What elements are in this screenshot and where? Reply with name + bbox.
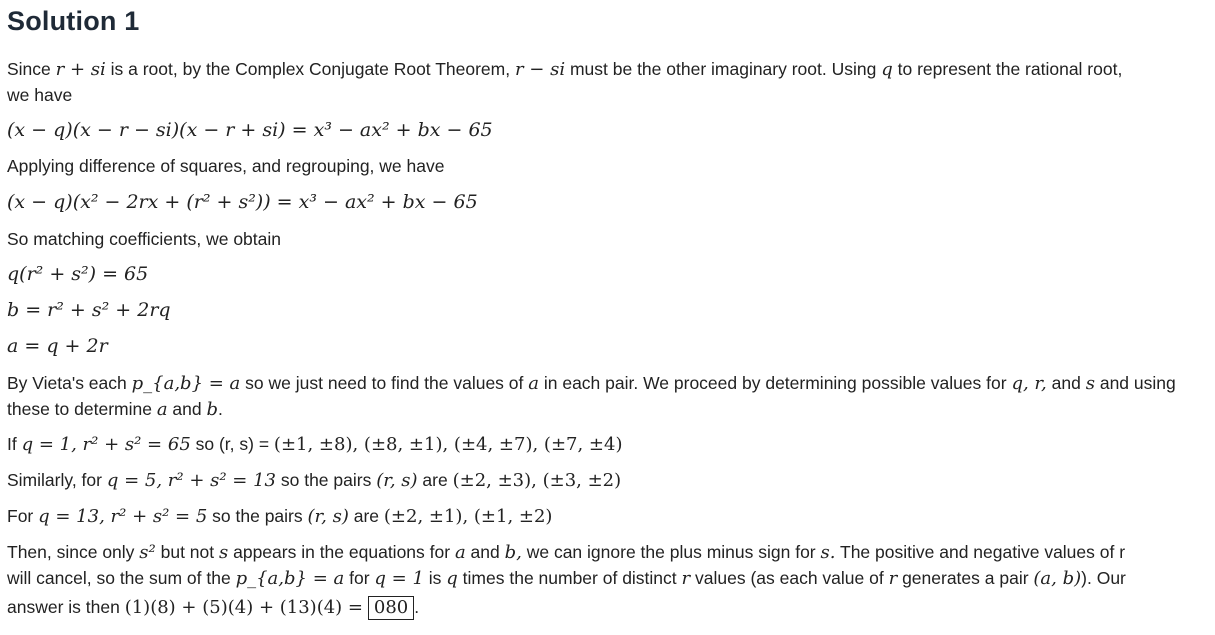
- math-a: a: [528, 373, 539, 394]
- text: By Vieta's each: [7, 373, 132, 393]
- text: ). Our: [1081, 568, 1126, 588]
- text: If: [7, 434, 22, 454]
- case-q13: [7, 503, 552, 530]
- math-s: s: [1085, 373, 1095, 394]
- math-pab: p_{a,b} = a: [131, 373, 241, 394]
- answer-box: 080: [368, 596, 414, 620]
- paragraph-answer: [7, 594, 419, 621]
- math-q: q: [881, 59, 893, 80]
- text: The positive and negative values of r: [835, 542, 1126, 562]
- text: .: [414, 597, 420, 617]
- math-q1: q = 1: [374, 568, 424, 589]
- text: generates a pair: [897, 568, 1034, 588]
- text: we can ignore the plus minus sign for: [521, 542, 821, 562]
- text: is: [423, 568, 447, 588]
- text: values (as each value of: [690, 568, 889, 588]
- math-root: r + si: [55, 59, 106, 80]
- math-a: a: [454, 542, 466, 563]
- solution-heading: Solution 1: [7, 6, 140, 36]
- math-s: s.: [820, 542, 836, 563]
- math-qr: q, r,: [1011, 373, 1047, 394]
- text: are: [417, 470, 453, 490]
- text: answer is then: [7, 597, 125, 617]
- math-s2: s²: [139, 542, 156, 563]
- math-q: q: [446, 568, 458, 589]
- text: Similarly, for: [7, 470, 107, 490]
- case-q5: [7, 467, 621, 494]
- text: so we just need to find the values of: [240, 373, 529, 393]
- text: is a root, by the Complex Conjugate Root Theorem,: [105, 59, 515, 79]
- text: but not: [155, 542, 219, 562]
- text: so the pairs: [276, 470, 377, 490]
- math-case: q = 13, r² + s² = 5: [38, 506, 208, 527]
- text: appears in the equations for: [228, 542, 455, 562]
- math-final-sum: (1)(8) + (5)(4) + (13)(4) =: [124, 597, 363, 618]
- equation-b: b = r² + s² + 2rq: [7, 299, 171, 321]
- text: in each pair. We proceed by determining possible values for: [539, 373, 1012, 393]
- math-pairs: (±2, ±1), (±1, ±2): [383, 506, 553, 527]
- case-q1: [7, 431, 622, 458]
- equation-q: q(r² + s²) = 65: [7, 263, 149, 285]
- text: are: [348, 506, 384, 526]
- math-r: r: [681, 568, 691, 589]
- text: and using: [1094, 373, 1176, 393]
- text: so the pairs: [207, 506, 308, 526]
- math-rs: (r, s): [307, 506, 349, 527]
- text: and: [167, 399, 207, 419]
- math-b: b,: [504, 542, 522, 563]
- text: and: [465, 542, 505, 562]
- paragraph-vieta-cont: [7, 396, 223, 423]
- text: must be the other imaginary root. Using: [565, 59, 882, 79]
- text: to represent the rational root,: [892, 59, 1123, 79]
- paragraph-roots: [7, 56, 1122, 83]
- text: times the number of distinct: [457, 568, 682, 588]
- math-b: b: [206, 399, 219, 420]
- text: and: [1046, 373, 1086, 393]
- text: for: [344, 568, 375, 588]
- text: Since: [7, 59, 56, 79]
- math-case: q = 5, r² + s² = 13: [106, 470, 276, 491]
- paragraph-conclusion: [7, 539, 1125, 566]
- paragraph-conclusion-cont: [7, 565, 1126, 592]
- paragraph-vieta: [7, 370, 1176, 397]
- text: will cancel, so the sum of the: [7, 568, 236, 588]
- math-pairs: (±1, ±8), (±8, ±1), (±4, ±7), (±7, ±4): [273, 434, 623, 455]
- math-conjugate-root: r − si: [514, 59, 566, 80]
- paragraph-matching: So matching coefficients, we obtain: [7, 229, 282, 249]
- text: Then, since only: [7, 542, 140, 562]
- math-case: q = 1, r² + s² = 65: [21, 434, 191, 455]
- equation-regrouped: (x − q)(x² − 2rx + (r² + s²)) = x³ − ax² + bx − 65: [7, 191, 478, 213]
- text: .: [218, 399, 223, 419]
- equation-factored: (x − q)(x − r − si)(x − r + si) = x³ − ax² + bx − 65: [7, 119, 493, 141]
- paragraph-roots-cont: we have: [7, 85, 73, 105]
- text: so (r, s) =: [190, 434, 274, 454]
- equation-a: a = q + 2r: [7, 335, 108, 357]
- math-a: a: [156, 399, 168, 420]
- math-s: s: [219, 542, 229, 563]
- math-rs: (r, s): [376, 470, 418, 491]
- text: these to determine: [7, 399, 157, 419]
- math-r: r: [888, 568, 898, 589]
- text: For: [7, 506, 39, 526]
- math-pairs: (±2, ±3), (±3, ±2): [452, 470, 622, 491]
- paragraph-difference-of-squares: Applying difference of squares, and regrouping, we have: [7, 156, 445, 176]
- math-pab: p_{a,b} = a: [235, 568, 345, 589]
- math-ab: (a, b): [1033, 568, 1082, 589]
